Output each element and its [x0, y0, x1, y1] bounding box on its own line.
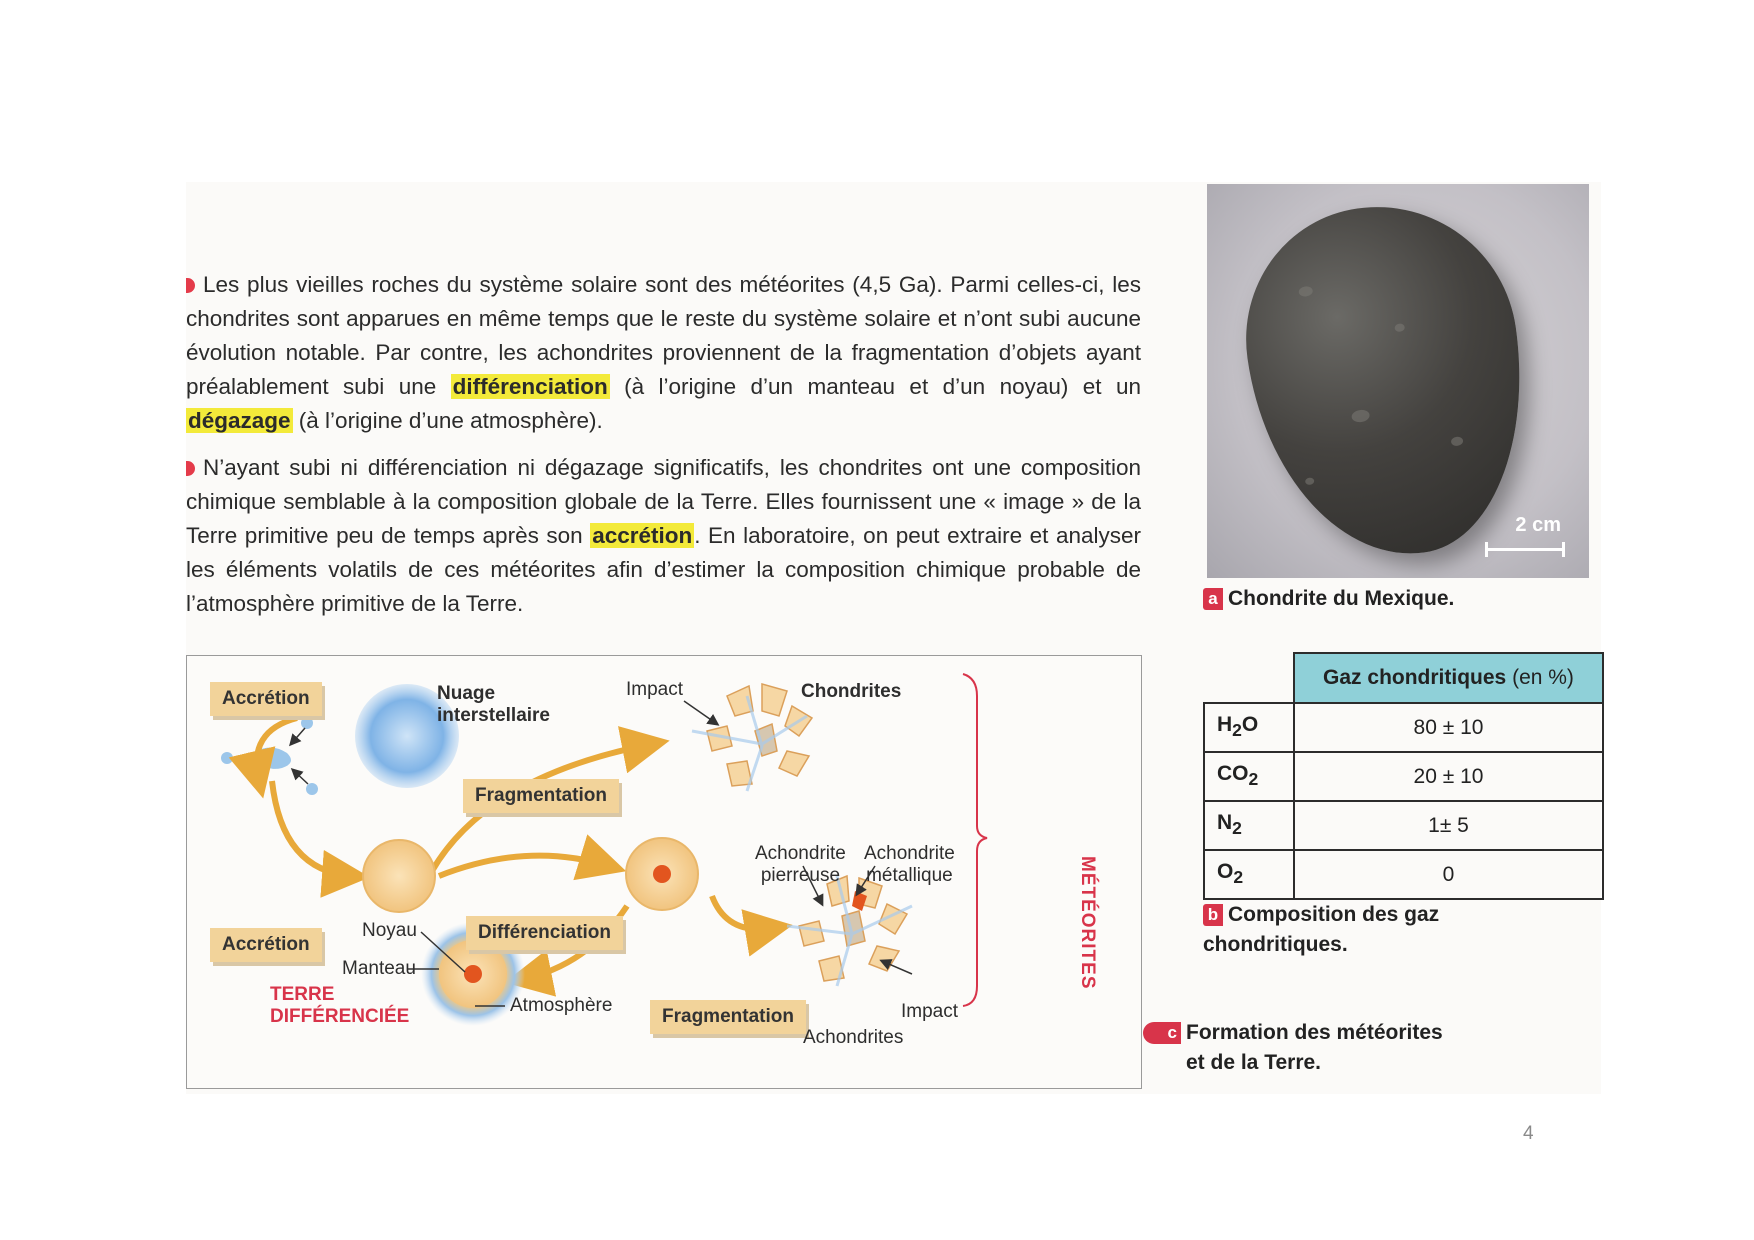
label-noyau: Noyau	[362, 920, 417, 941]
label-manteau: Manteau	[342, 958, 416, 979]
label-achondrites: Achondrites	[803, 1027, 904, 1048]
chondrite-photo	[1207, 184, 1589, 578]
caption-letter-c: c	[1143, 1022, 1181, 1044]
table-row	[1204, 801, 1603, 850]
dust-particle	[221, 752, 233, 764]
caption-text: Formation des météorites	[1186, 1021, 1443, 1044]
formation-diagram	[186, 655, 1142, 1089]
label-accretion-top: Accrétion	[210, 682, 322, 716]
paragraph-text: (à l’origine d’une atmosphère).	[292, 408, 603, 433]
meteorite-rock-image	[1229, 189, 1545, 573]
scale-label: 2 cm	[1515, 514, 1561, 536]
label-fragmentation-bottom: Fragmentation	[650, 1000, 806, 1034]
value-cell: 0	[1294, 850, 1603, 899]
diagram-caption	[1143, 1018, 1443, 1078]
label-meteorites: MÉTÉORITES	[1077, 856, 1098, 990]
gas-composition-table	[1203, 652, 1604, 900]
table-caption	[1203, 900, 1439, 960]
dust-particle	[306, 783, 318, 795]
term-degazage[interactable]: dégazage	[188, 408, 291, 433]
label-achondrite-metallique: Achondrite métallique	[864, 843, 955, 886]
intro-paragraph	[186, 268, 1141, 438]
caption-text: et de la Terre.	[1186, 1051, 1322, 1074]
bullet-icon	[186, 278, 195, 293]
planet-core	[653, 865, 671, 883]
term-differenciation[interactable]: différenciation	[452, 374, 608, 399]
label-impact-top: Impact	[626, 679, 684, 700]
scale-bar	[1485, 548, 1565, 551]
caption-text: chondritiques.	[1203, 933, 1348, 956]
dust-blob	[257, 747, 291, 768]
caption-letter-b: b	[1203, 904, 1223, 926]
table-header: Gaz chondritiques (en %)	[1294, 653, 1603, 703]
gas-cell: $CO_2$	[1204, 752, 1294, 801]
caption-letter-a: a	[1203, 588, 1223, 610]
term-accretion[interactable]: accrétion	[592, 523, 693, 548]
earth-core	[464, 965, 482, 983]
label-achondrite-pierreuse: Achondrite pierreuse	[755, 843, 846, 886]
label-differenciation: Différenciation	[466, 916, 623, 950]
paragraph-text: (à l’origine d’un manteau et d’un noyau) et un	[609, 374, 1141, 399]
photo-caption	[1203, 584, 1454, 614]
dust-particle	[301, 717, 313, 729]
gas-cell: $O_2$	[1204, 850, 1294, 899]
proto-planet	[363, 840, 435, 912]
label-terre-differenciee: TERRE DIFFÉRENCIÉE	[270, 984, 410, 1027]
paragraph-text: N’ayant subi ni différenciation ni dégazage significatifs, les chondrites ont une composition chimique semblable à la composition globale de la Terre. Elles fournissent une « image » de la Terre primitive peu de temps après son	[186, 455, 1141, 548]
caption-text: Chondrite du Mexique.	[1228, 587, 1455, 610]
gas-cell: $H_2O$	[1204, 703, 1294, 752]
value-cell: 20 ± 10	[1294, 752, 1603, 801]
table-row	[1204, 703, 1603, 752]
table-row	[1204, 850, 1603, 899]
table-row	[1204, 752, 1603, 801]
label-accretion-bottom: Accrétion	[210, 928, 322, 962]
page-number: 4	[1523, 1123, 1534, 1144]
label-atmosphere: Atmosphère	[510, 995, 613, 1016]
label-chondrites: Chondrites	[801, 681, 902, 702]
label-nuage-interstellaire: Nuage interstellaire	[437, 683, 550, 726]
label-fragmentation-top: Fragmentation	[463, 779, 619, 813]
chondrites-paragraph	[186, 451, 1141, 621]
paragraph-text: . En laboratoire, on peut extraire et analyser les éléments volatils de ces météorites afin d’estimer la composition chimique probable de l’atmosphère primitive de la Terre.	[186, 523, 1141, 616]
meteorites-bracket	[963, 674, 987, 1006]
value-cell: 1± 5	[1294, 801, 1603, 850]
value-cell: 80 ± 10	[1294, 703, 1603, 752]
caption-text: Composition des gaz	[1228, 903, 1440, 926]
gas-cell: $N_2$	[1204, 801, 1294, 850]
bullet-icon	[186, 461, 195, 476]
paragraph-text: Les plus vieilles roches du système solaire sont des météorites (4,5 Ga). Parmi celles-ci, les chondrites sont apparues en même temps que le reste du système solaire et n’ont subi aucune évolution notable. Par contre, les achondrites proviennent de la fragmentation d’objets ayant préalablement subi une	[186, 272, 1141, 399]
label-impact-bottom: Impact	[901, 1001, 959, 1022]
